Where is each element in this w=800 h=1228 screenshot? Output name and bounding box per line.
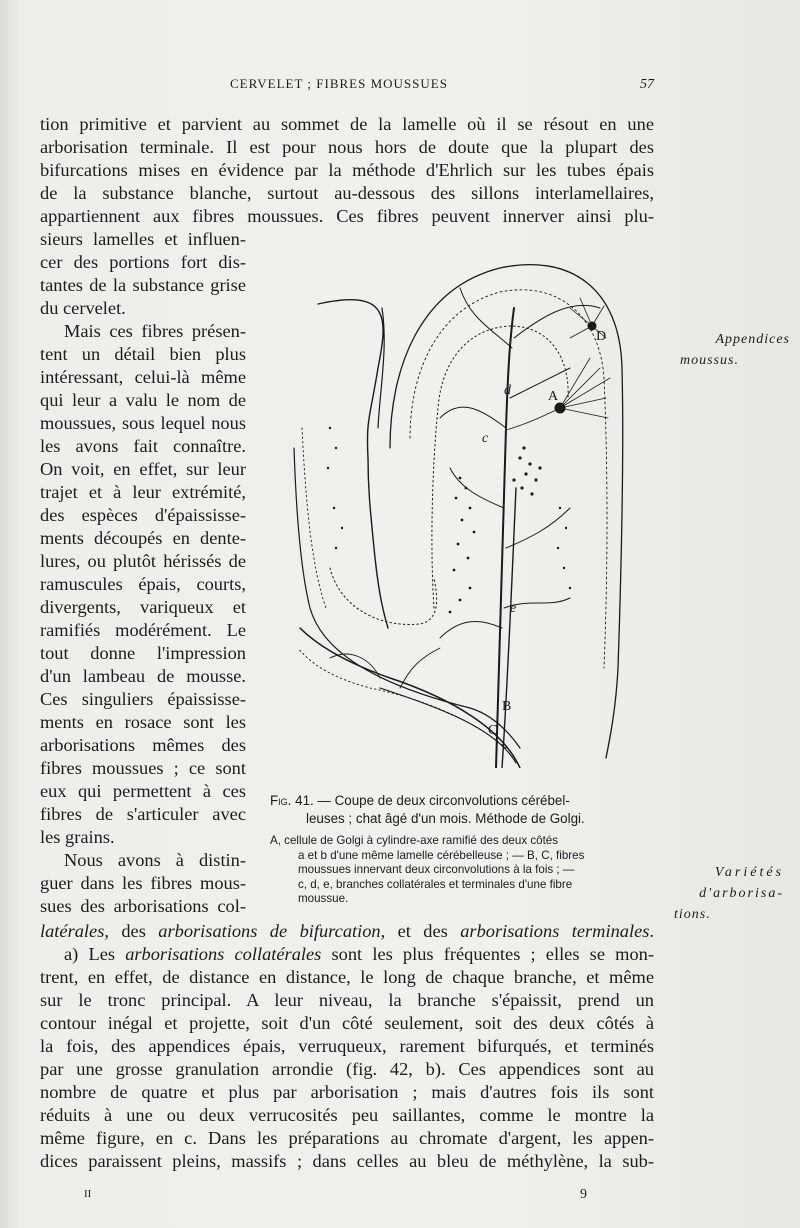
text-line: sues des arborisations col- xyxy=(40,896,246,916)
label-d: d xyxy=(504,383,511,398)
text-line: d'un lambeau de mousse. xyxy=(40,666,246,686)
plain-text: . xyxy=(649,921,654,941)
text-line: Ces singuliers épaississe- xyxy=(40,689,246,709)
text-line: ments découpés en dente- xyxy=(40,528,246,548)
margin-note-line: d'arborisa- xyxy=(699,886,784,901)
em-text: arborisations collatérales xyxy=(125,944,322,964)
text-line: par une grosse granulation arrondie (fig. 42, b). Ces appendices sont au xyxy=(40,1059,654,1079)
text-line: cer des portions fort dis- xyxy=(40,252,246,272)
text-line: du cervelet. xyxy=(40,298,126,318)
text-line: guer dans les fibres mous- xyxy=(40,873,246,893)
caption-line: moussues innervant deux circonvolutions à la fois ; — xyxy=(298,863,575,876)
text-line: la fois, des appendices épais, verruqueux, rarement bifurqués, et terminés xyxy=(40,1036,654,1056)
text-line: trajet et à leur extrémité, xyxy=(40,482,246,502)
label-e: e xyxy=(510,601,517,616)
text-line: dices paraissent pleins, massifs ; dans celles au bleu de méthylène, la sub- xyxy=(40,1151,654,1171)
text-line: arborisations mêmes des xyxy=(40,735,246,755)
text-line: fibres de s'articuler avec xyxy=(40,804,246,824)
text-line: eux qui permettent à ces xyxy=(40,781,246,801)
text-line: sieurs lamelles et influen- xyxy=(40,229,246,249)
text-line: les avons fait connaître. xyxy=(40,436,246,456)
caption-text: — Coupe de deux circonvolutions cérébel- xyxy=(313,793,570,808)
text-line: arborisation terminale. Il est pour nous hors de doute que la plupart des xyxy=(40,137,654,157)
text-line: ramuscules épais, courts, xyxy=(40,574,246,594)
margin-note-line: Appendices xyxy=(715,332,790,347)
text-line: bifurcations mises en évidence par la méthode d'Ehrlich sur les tubes épais xyxy=(40,160,654,180)
text-line: moussues, sous lequel nous xyxy=(40,413,246,433)
label-B: B xyxy=(502,699,512,714)
label-C: C xyxy=(488,723,498,738)
page-number: 57 xyxy=(640,77,654,92)
caption-line: a et b d'une même lamelle cérébelleuse ; — B, C, fibres xyxy=(298,848,585,862)
text-line: ramifiés modérément. Le xyxy=(40,620,246,640)
text-line xyxy=(40,920,654,943)
text-line: des espèces d'épaississe- xyxy=(40,505,246,525)
margin-note-line: moussus. xyxy=(680,353,739,368)
em-text: arborisations de bifurcation xyxy=(158,921,381,941)
text-line: les grains. xyxy=(40,827,115,847)
caption-line: moussue. xyxy=(298,892,349,905)
sheet-number: 9 xyxy=(580,1187,587,1202)
text-line: lures, ou plutôt hérissés de xyxy=(40,551,246,571)
em-text: arborisations terminales xyxy=(460,921,650,941)
text-line: de la substance blanche, surtout au-dessous des sillons interlamellaires, xyxy=(40,183,654,203)
figure-caption-body xyxy=(270,834,654,907)
caption-text: leuses ; chat âgé d'un mois. Méthode de Golgi. xyxy=(306,811,585,826)
label-D: D xyxy=(596,329,607,344)
text-line: Mais ces fibres présen- xyxy=(64,321,246,341)
label-c: c xyxy=(482,431,489,446)
text-line: tion primitive et parvient au sommet de la lamelle où il se résout en une xyxy=(40,114,654,134)
plain-text: , des xyxy=(104,921,159,941)
text-line xyxy=(40,943,654,966)
text-line: réduits à une ou deux verrucosités peu saillantes, comme le montre la xyxy=(40,1105,654,1125)
caption-line: c, d, e, branches collatérales et terminales d'une fibre xyxy=(298,877,573,891)
text-line: intéressant, celui-là même xyxy=(40,367,246,387)
plain-text: a) Les xyxy=(64,944,126,964)
figure-number: Fig. 41. xyxy=(270,793,314,808)
margin-note-line: Variétés xyxy=(714,865,784,880)
text-line: nombre de quatre et plus par arborisation ; mais d'autres fois ils sont xyxy=(40,1082,654,1102)
margin-note-line: tions. xyxy=(674,907,711,922)
caption-line: A, cellule de Golgi à cylindre-axe ramifié des deux côtés xyxy=(270,834,559,847)
margin-note-varietes xyxy=(664,862,784,925)
text-line: Nous avons à distin- xyxy=(64,850,246,870)
text-line: sur le tronc principal. A leur niveau, la branche s'épaissit, prend un xyxy=(40,990,654,1010)
text-line: trent, en effet, de distance en distance, le long de chaque branche, et même xyxy=(40,967,654,987)
figure-41-illustration xyxy=(270,248,654,768)
plain-text: sont les plus fréquentes ; elles se mon- xyxy=(321,944,654,964)
text-line: On voit, en effet, sur leur xyxy=(40,459,246,479)
text-line: tantes de la substance grise xyxy=(40,275,246,295)
text-line: appartiennent aux fibres moussues. Ces fibres peuvent innerver ainsi plu- xyxy=(40,206,654,226)
text-line: contour inégal et projette, soit d'un côté seulement, soit des deux côtés à xyxy=(40,1013,654,1033)
margin-note-appendices xyxy=(664,329,790,371)
text-line: tout donne l'impression xyxy=(40,643,246,663)
text-line: même figure, en c. Dans les préparations au chromate d'argent, les appen- xyxy=(40,1128,654,1148)
text-line: ments en rosace sont les xyxy=(40,712,246,732)
text-line: divergents, variqueux et xyxy=(40,597,246,617)
label-A: A xyxy=(548,389,559,404)
text-line: tent un détail bien plus xyxy=(40,344,246,364)
text-line: qui leur a valu le nom de xyxy=(40,390,246,410)
figure-caption-title xyxy=(270,792,654,828)
text-line: fibres moussues ; ce sont xyxy=(40,758,246,778)
cerebellar-section-drawing xyxy=(270,248,654,768)
em-text: latérales xyxy=(40,921,105,941)
running-head: CERVELET ; FIBRES MOUSSUES xyxy=(230,76,448,91)
plain-text: , et des xyxy=(380,921,461,941)
signature-mark: II xyxy=(84,1188,92,1200)
